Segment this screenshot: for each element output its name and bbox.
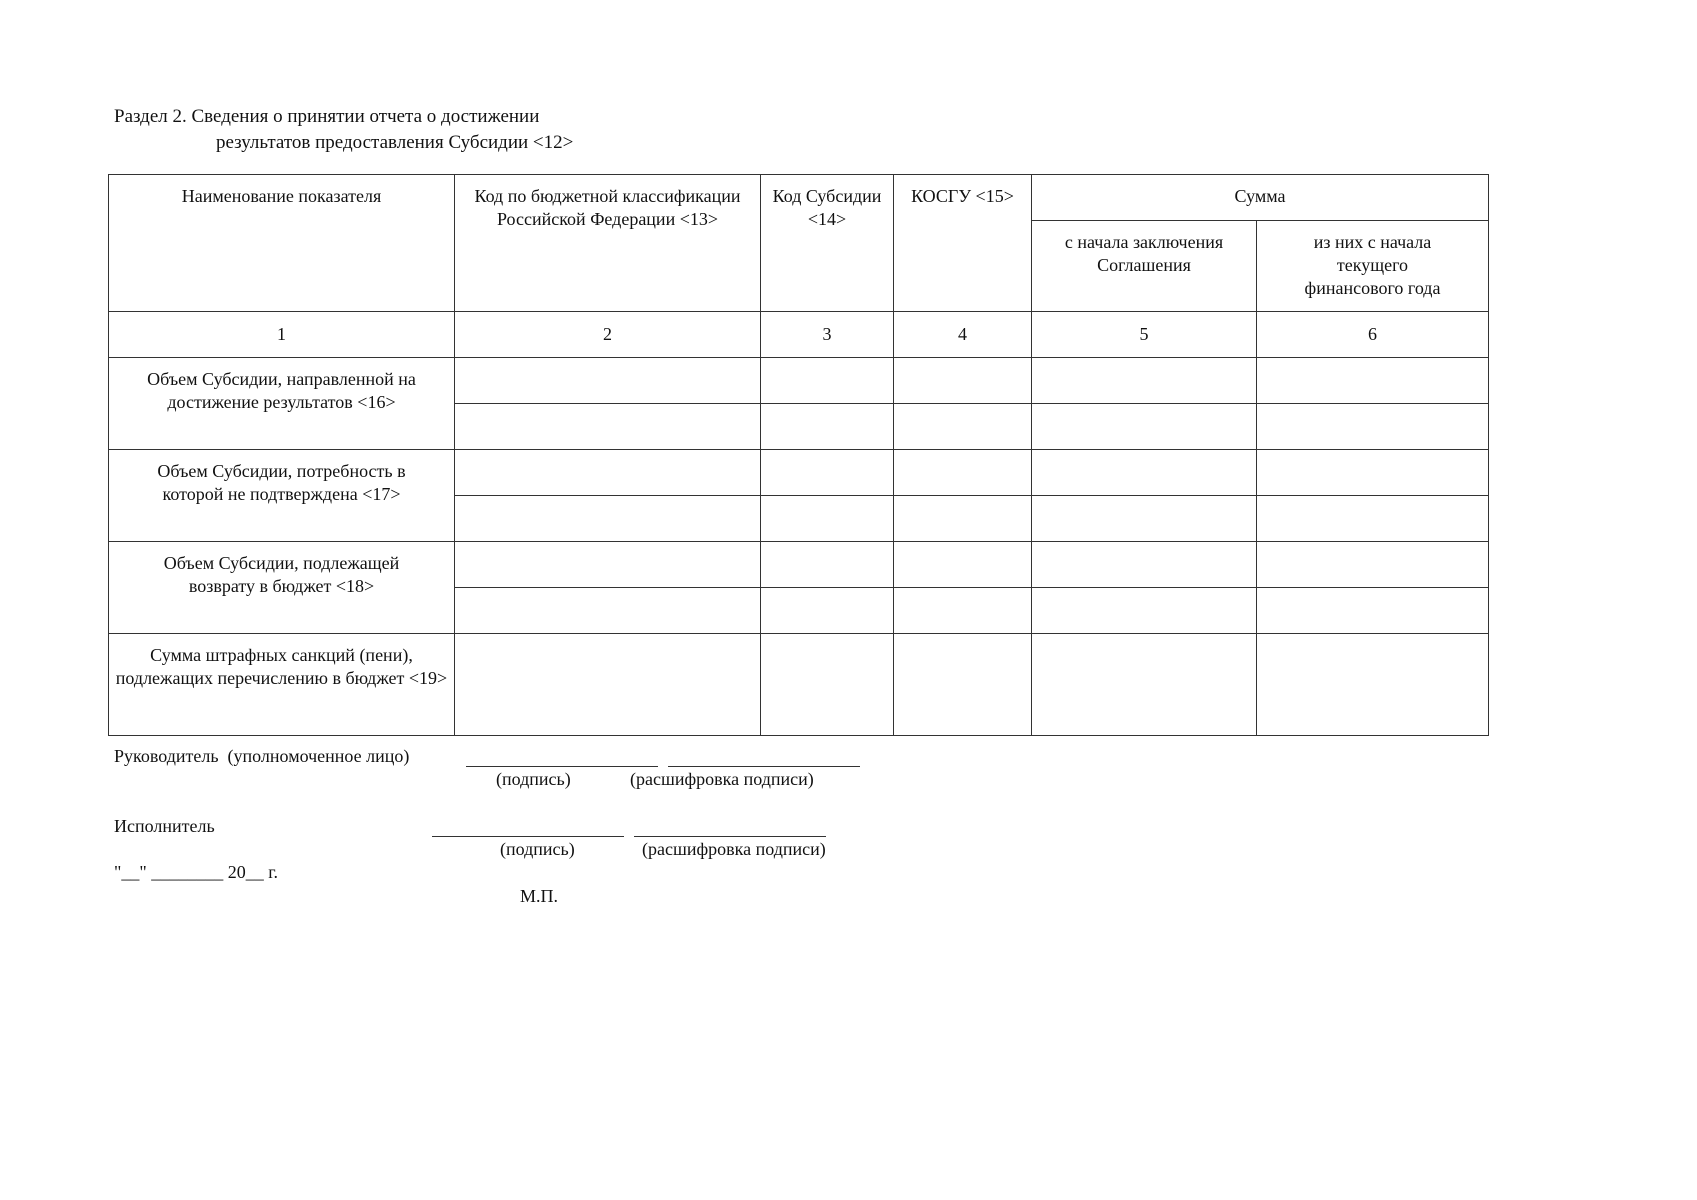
table-cell[interactable] — [1257, 404, 1489, 450]
header-sum-this-year: из них с начала текущего финансового года — [1257, 221, 1489, 312]
header-sum-from-agreement: с начала заключения Соглашения — [1032, 221, 1257, 312]
table-cell[interactable] — [1257, 634, 1489, 736]
table-row — [109, 358, 1489, 404]
executor-signature-caption: (подпись) — [500, 839, 575, 859]
table-cell[interactable] — [455, 634, 761, 736]
table-cell[interactable] — [1032, 634, 1257, 736]
column-number: 3 — [761, 312, 894, 358]
table-cell[interactable] — [1032, 496, 1257, 542]
table-cell[interactable] — [761, 588, 894, 634]
executor-signature-line[interactable] — [432, 836, 624, 837]
head-label: Руководитель (уполномоченное лицо) — [114, 746, 410, 766]
table-cell[interactable] — [894, 496, 1032, 542]
table-cell[interactable] — [761, 496, 894, 542]
table-cell[interactable] — [894, 358, 1032, 404]
table-cell[interactable] — [1257, 588, 1489, 634]
header-sum: Сумма — [1032, 175, 1489, 221]
row-label: Объем Субсидии, подлежащей возврату в бюджет <18> — [109, 542, 455, 634]
table-cell[interactable] — [455, 404, 761, 450]
column-number: 2 — [455, 312, 761, 358]
table-cell[interactable] — [894, 634, 1032, 736]
head-decode-line[interactable] — [668, 766, 860, 767]
table-cell[interactable] — [761, 404, 894, 450]
row-label: Сумма штрафных санкций (пени), подлежащих перечислению в бюджет <19> — [109, 634, 455, 736]
head-signature-caption: (подпись) — [496, 769, 571, 789]
table-cell[interactable] — [455, 542, 761, 588]
column-number: 1 — [109, 312, 455, 358]
column-number: 4 — [894, 312, 1032, 358]
executor-decode-caption: (расшифровка подписи) — [642, 839, 826, 859]
table-cell[interactable] — [894, 542, 1032, 588]
row-label: Объем Субсидии, потребность в которой не подтверждена <17> — [109, 450, 455, 542]
table-cell[interactable] — [455, 496, 761, 542]
table-cell[interactable] — [894, 450, 1032, 496]
table-cell[interactable] — [1257, 496, 1489, 542]
table-cell[interactable] — [894, 404, 1032, 450]
table-cell[interactable] — [1257, 542, 1489, 588]
row-label: Объем Субсидии, направленной на достижение результатов <16> — [109, 358, 455, 450]
table-cell[interactable] — [761, 542, 894, 588]
header-budget-code: Код по бюджетной классификации Российской Федерации <13> — [455, 175, 761, 312]
table-cell[interactable] — [1032, 404, 1257, 450]
table-cell[interactable] — [894, 588, 1032, 634]
header-subsidy-code: Код Субсидии <14> — [761, 175, 894, 312]
table-cell[interactable] — [455, 588, 761, 634]
section-title — [114, 104, 573, 156]
table-cell[interactable] — [1032, 588, 1257, 634]
table-row — [109, 450, 1489, 496]
table-cell[interactable] — [1257, 450, 1489, 496]
executor-decode-line[interactable] — [634, 836, 826, 837]
stamp-label: М.П. — [520, 886, 559, 906]
head-decode-caption: (расшифровка подписи) — [630, 769, 814, 789]
section-title-line2: результатов предоставления Субсидии <12> — [216, 132, 574, 153]
table-cell[interactable] — [455, 450, 761, 496]
table-cell[interactable] — [1032, 450, 1257, 496]
date-field[interactable]: "__" ________ 20__ г. — [114, 862, 279, 882]
table-cell[interactable] — [1032, 358, 1257, 404]
head-signature-line[interactable] — [466, 766, 658, 767]
table-cell[interactable] — [455, 358, 761, 404]
column-number: 6 — [1257, 312, 1489, 358]
section-title-line1: Раздел 2. Сведения о принятии отчета о достижении — [114, 106, 540, 127]
executor-label: Исполнитель — [114, 816, 215, 836]
table-row — [109, 542, 1489, 588]
header-kosgu: КОСГУ <15> — [894, 175, 1032, 312]
report-table — [108, 174, 1489, 736]
table-cell[interactable] — [761, 450, 894, 496]
column-number: 5 — [1032, 312, 1257, 358]
table-row — [109, 634, 1489, 736]
header-name: Наименование показателя — [109, 175, 455, 312]
table-cell[interactable] — [1257, 358, 1489, 404]
table-cell[interactable] — [761, 634, 894, 736]
table-cell[interactable] — [761, 358, 894, 404]
table-cell[interactable] — [1032, 542, 1257, 588]
